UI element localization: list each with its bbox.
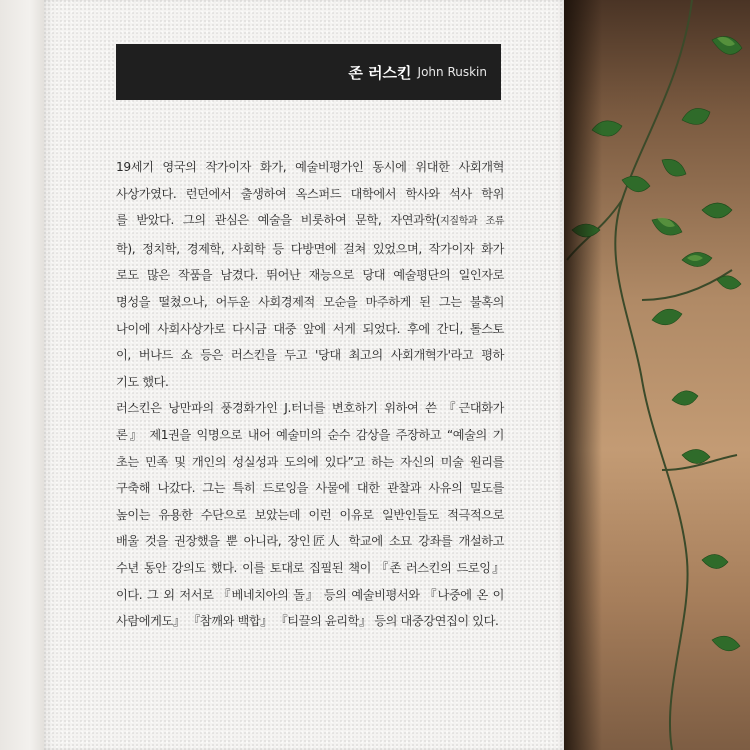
text-line: 초는 민족 및 개인의 성실성과 도의에 있다”고 하는 자신의 미술 원리를 (116, 454, 504, 469)
text-line: 배울 것을 권장했을 뿐 아니라, 장인匠人 학교에 소묘 강좌를 개설하고 (116, 534, 504, 549)
text-line: 수년 동안 강의도 했다. 이를 토대로 집필된 책이 『존 러스킨의 드로잉』 (116, 560, 504, 575)
page-shadow (562, 0, 602, 750)
small-insert: 지질학과 조류 (440, 216, 504, 228)
text-line: 기도 했다. (116, 374, 169, 389)
title-banner (116, 44, 501, 100)
text-line: 학), 정치학, 경제학, 사회학 등 다방면에 걸쳐 있었으며, 작가이자 화가 (116, 241, 504, 256)
text-line: 구축해 나갔다. 그는 특히 드로잉을 사물에 대한 관찰과 사유의 밀도를 (116, 481, 504, 496)
text-line: 러스킨은 낭만파의 풍경화가인 J.터너를 변호하기 위하여 쓴 『근대화가 (116, 401, 504, 416)
text-line: 높이는 유용한 수단으로 보았는데 이런 이유로 일반인들도 적극적으로 (116, 507, 504, 522)
biography-text (116, 154, 504, 635)
text-line: 명성을 떨쳤으나, 어두운 사회경제적 모순을 마주하게 된 그는 불혹의 (116, 294, 504, 309)
author-name-english: John Ruskin (417, 65, 487, 79)
author-name-korean: 존 러스킨 (348, 63, 412, 82)
text-line: 사상가였다. 런던에서 출생하여 옥스퍼드 대학에서 학사와 석사 학위 (116, 186, 504, 201)
text-line: 19세기 영국의 작가이자 화가, 예술비평가인 동시에 위대한 사회개혁 (116, 160, 504, 174)
text-line: 로도 많은 작품을 남겼다. 뛰어난 재능으로 당대 예술평단의 일인자로 (116, 268, 504, 283)
text-line: 나이에 사회사상가로 다시금 대중 앞에 서게 되었다. 후에 간디, 톨스토 (116, 321, 504, 336)
text-line: 이다. 그 외 저서로 『베네치아의 돌』 등의 예술비평서와 『나중에 온 이 (116, 587, 504, 602)
text-line: 를 받았다. 그의 관심은 예술을 비롯하여 문학, 자연과학(지질학과 조류 (116, 213, 504, 228)
text-line: 이, 버나드 쇼 등은 러스킨을 두고 '당대 최고의 사회개혁가'라고 평하 (116, 348, 504, 363)
under-page-edge (0, 0, 50, 750)
text-line: 론』 제1권을 익명으로 내어 예술미의 순수 감상을 주장하고 “예술의 기 (116, 427, 504, 442)
text-line: 사람에게도』 『참깨와 백합』 『티끌의 윤리학』 등의 대중강연집이 있다. (116, 614, 499, 629)
